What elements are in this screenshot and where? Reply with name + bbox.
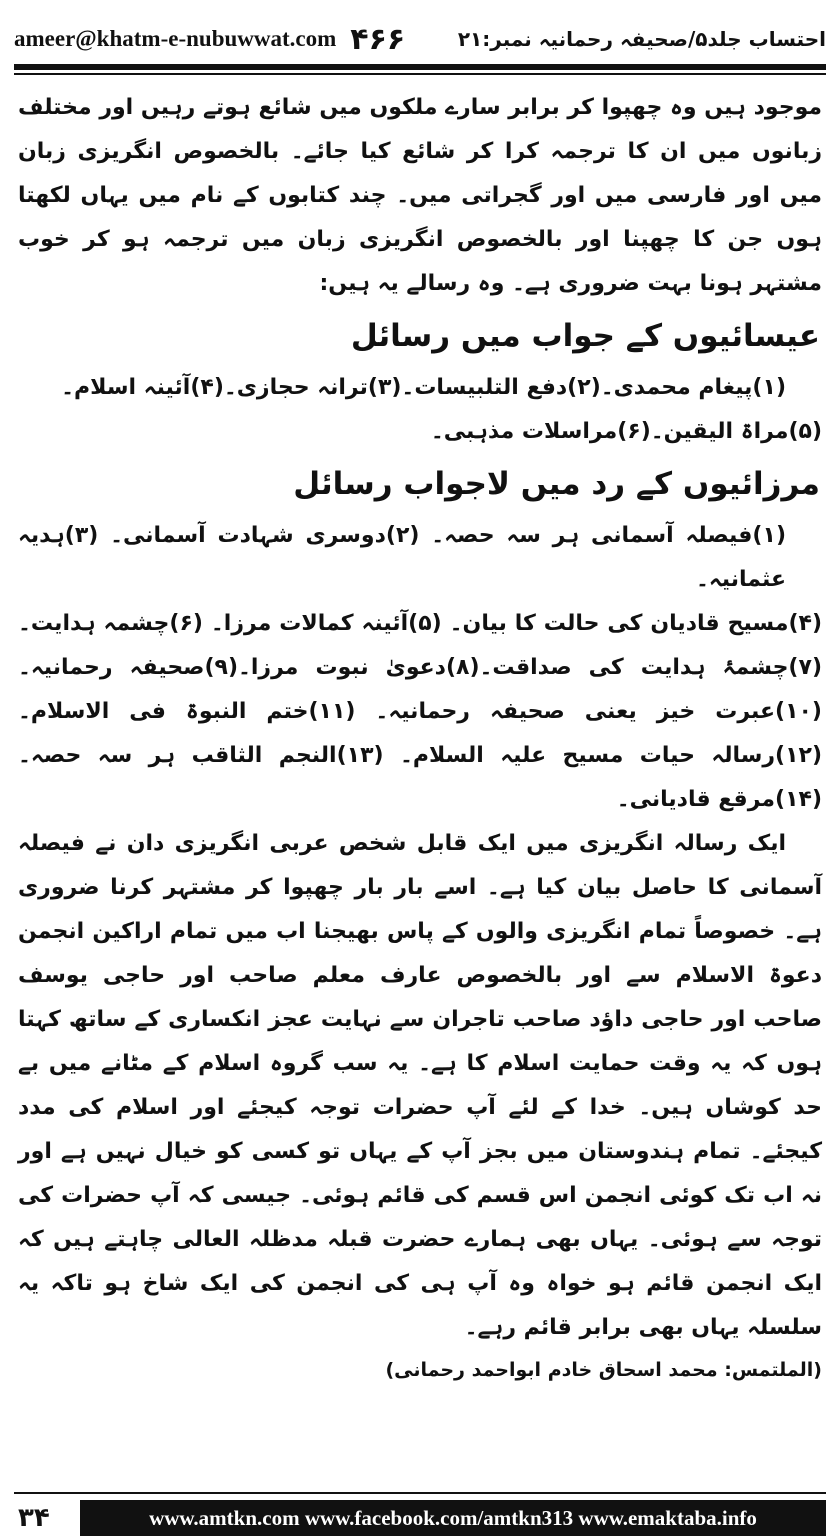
footer-rule <box>14 1492 826 1494</box>
closing-text: ایک رسالہ انگریزی میں ایک قابل شخص عربی انگریزی دان نے فیصلہ آسمانی کا حاصل بیان کیا ہے۔ اسے بار بار چھپوا کر مشتہر کرنا ضروری ہے۔ خصوصاً تمام انگریزی والوں کے پاس بھیجنا اب میں تمام اراکین انجمن دعوۃ الاسلام سے اور بالخصوص عارف معلم صاحب اور حاجی یوسف صاحب اور حاجی داؤد صاحب تاجران سے نہایت عجز انکساری کے ساتھ کہتا ہوں کہ یہ وقت حمایت اسلام کا ہے۔ یہ سب گروہ اسلام کے مٹانے میں بے حد کوشاں ہیں۔ خدا کے لئے آپ حضرات توجہ کیجئے اور اسلام کی مدد کیجئے۔ تمام ہندوستان میں بجز آپ کے یہاں تو کسی کو خیال نہیں ہے اور نہ اب تک کوئی انجمن اس قسم کی قائم ہوئی۔ جیسی کہ آپ حضرات کی توجہ سے ہوئی۔ یہاں بھی ہمارے حضرت قبلہ مدظلہ العالی چاہتے ہیں کہ ایک انجمن قائم ہو خواہ وہ آپ ہی کی انجمن کی ایک شاخ ہو تاکہ یہ سلسلہ یہاں بھی برابر قائم رہے۔ <box>18 831 822 1340</box>
footer-page-number: ۳۴ <box>18 1503 50 1533</box>
header-left <box>14 22 405 57</box>
header-running-title: احتساب جلد۵/صحیفہ رحمانیہ نمبر:۲۱ <box>457 27 826 51</box>
christian-replies-list <box>18 366 822 454</box>
page-header <box>14 18 826 60</box>
list-line: (۱)پیغام محمدی۔(۲)دفع التلبیسات۔(۳)ترانہ حجازی۔(۴)آئینہ اسلام۔ <box>61 375 786 400</box>
page-body <box>18 86 822 1390</box>
footer-links[interactable]: www.amtkn.com www.facebook.com/amtkn313 www.emaktaba.info <box>149 1505 757 1530</box>
header-email[interactable]: ameer@khatm-e-nubuwwat.com <box>14 26 337 51</box>
list-line: (۵)مراۃ الیقین۔(۶)مراسلات مذہبی۔ <box>430 419 822 444</box>
list-line: (۱)فیصلہ آسمانی ہر سہ حصہ۔ (۲)دوسری شہادت آسمانی۔ (۳)ہدیہ عثمانیہ۔ <box>18 523 786 592</box>
mirzai-replies-list <box>18 514 822 822</box>
footer-links-bar[interactable] <box>80 1500 826 1536</box>
header-rule-thin <box>14 73 826 75</box>
page-footer <box>14 1496 826 1540</box>
header-page-number: ۴۶۶ <box>350 21 406 57</box>
closing-paragraph <box>18 822 822 1350</box>
intro-paragraph: موجود ہیں وہ چھپوا کر برابر سارے ملکوں میں شائع ہوتے رہیں اور مختلف زبانوں میں ان کا ترجمہ کرا کر شائع کیا جائے۔ بالخصوص انگریزی زبان میں اور فارسی میں اور گجراتی میں۔ چند کتابوں کے نام میں یہاں لکھتا ہوں جن کا چھپنا اور بالخصوص انگریزی زبان میں ترجمہ ہو کر خوب مشتہر ہونا بہت ضروری ہے۔ وہ رسالے یہ ہیں: <box>18 95 822 296</box>
section-heading-mirzai-replies: مرزائیوں کے رد میں لاجواب رسائل <box>293 466 820 502</box>
list-body: (۴)مسیح قادیان کی حالت کا بیان۔ (۵)آئینہ کمالات مرزا۔ (۶)چشمہ ہدایت۔ (۷)چشمۂ ہدایت کی صداقت۔(۸)دعویٰ نبوت مرزا۔(۹)صحیفہ رحمانیہ۔(۱۰)عبرت خیز یعنی صحیفہ رحمانیہ۔ (۱۱)ختم النبوۃ فی الاسلام۔ (۱۲)رسالہ حیات مسیح علیہ السلام۔ (۱۳)النجم الثاقب ہر سہ حصہ۔(۱۴)مرقع قادیانی۔ <box>18 611 823 812</box>
signature: (الملتمس: محمد اسحاق خادم ابواحمد رحمانی) <box>385 1359 822 1381</box>
section-heading-christian-replies: عیسائیوں کے جواب میں رسائل <box>350 318 820 354</box>
header-rule-thick <box>14 64 826 70</box>
